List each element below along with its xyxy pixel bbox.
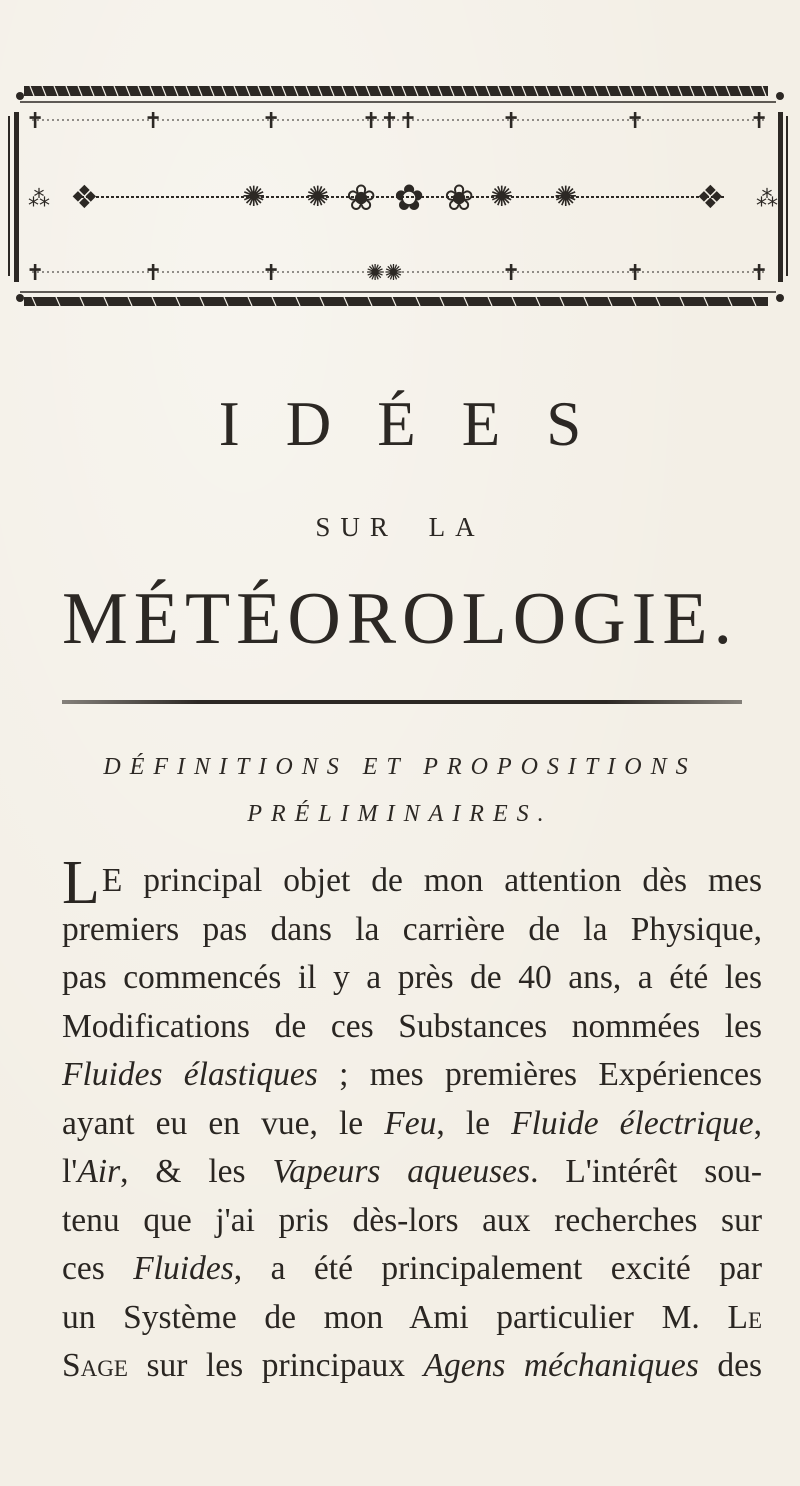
drop-cap: L <box>62 849 100 917</box>
svg-text:✺: ✺ <box>242 180 266 213</box>
headpiece-border-icon <box>6 82 796 312</box>
svg-text:❀: ❀ <box>346 178 377 219</box>
svg-text:✝: ✝ <box>144 261 163 286</box>
svg-text:✝: ✝ <box>26 261 45 286</box>
title-rule <box>62 700 742 704</box>
term-vapeurs-aqueuses: Vapeurs aqueuses <box>272 1153 531 1190</box>
text-line-4: Modifications de ces Substances nommées les <box>62 1007 762 1045</box>
text-line-6 <box>62 1100 762 1149</box>
text-line-9-a: ces <box>62 1250 105 1287</box>
text-line-6-b: , le <box>436 1104 491 1142</box>
text-line-2: premiers pas dans la carrière de la Physique, <box>62 910 762 948</box>
svg-text:✝: ✝ <box>750 261 769 286</box>
svg-text:✝: ✝ <box>626 109 645 134</box>
text-line-1 <box>62 849 762 917</box>
text-line-7-a: l' <box>62 1153 78 1190</box>
svg-text:❖: ❖ <box>696 178 725 216</box>
title-ideas: IDÉES <box>218 389 628 459</box>
text-line-11-a: sur les principaux <box>146 1347 405 1384</box>
svg-text:✝: ✝ <box>262 109 281 134</box>
text-line-1-content: E principal objet de mon attention dès mes <box>101 862 762 899</box>
title-la: LA <box>428 512 485 542</box>
svg-text:✺: ✺ <box>490 180 514 213</box>
svg-text:✝: ✝ <box>26 109 45 134</box>
text-line-9 <box>62 1245 762 1294</box>
title-sur-la <box>0 512 800 543</box>
body-paragraph <box>62 849 763 1391</box>
text-line-5 <box>62 1051 762 1100</box>
svg-text:⁂: ⁂ <box>28 187 50 212</box>
name-le: Le <box>727 1298 763 1336</box>
svg-text:✺: ✺ <box>306 180 330 213</box>
term-air: Air <box>77 1153 121 1190</box>
text-line-7-c: . L'intérêt sou- <box>530 1153 762 1190</box>
svg-text:❖: ❖ <box>70 178 99 216</box>
svg-text:✝: ✝ <box>144 109 163 134</box>
text-line-11-b: des <box>717 1347 763 1384</box>
svg-text:✝✝✝: ✝✝✝ <box>362 109 418 134</box>
text-line-6-a: ayant eu en vue, le <box>62 1104 364 1142</box>
svg-text:✿: ✿ <box>394 178 425 219</box>
term-feu: Feu <box>384 1104 437 1142</box>
svg-text:✝: ✝ <box>502 109 521 134</box>
text-line-8: tenu que j'ai pris dès-lors aux recherches sur <box>62 1201 762 1239</box>
term-fluide-electrique: Fluide électrique <box>511 1104 754 1142</box>
text-line-6-c: , <box>753 1104 762 1142</box>
text-line-5-content: ; mes premières Expériences <box>339 1056 763 1093</box>
svg-text:✝: ✝ <box>262 261 281 286</box>
text-line-9-b: , a été principalement excité par <box>233 1250 762 1287</box>
term-fluides-elastiques: Fluides élastiques <box>62 1056 318 1093</box>
term-fluides: Fluides <box>133 1250 234 1287</box>
title-meteorologie: MÉTÉOROLOGIE. <box>61 578 739 660</box>
svg-text:✺✺: ✺✺ <box>366 261 403 286</box>
svg-text:✝: ✝ <box>750 109 769 134</box>
text-line-7 <box>62 1148 762 1197</box>
svg-text:✝: ✝ <box>626 261 645 286</box>
svg-text:✝: ✝ <box>502 261 521 286</box>
text-line-3: pas commencés il y a près de 40 ans, a été les <box>62 959 762 996</box>
svg-text:⁂: ⁂ <box>756 187 778 212</box>
term-agens-mechaniques: Agens méchaniques <box>423 1347 699 1384</box>
text-line-10 <box>62 1294 762 1343</box>
section-heading-line2: PRÉLIMINAIRES. <box>247 801 553 827</box>
svg-text:✺: ✺ <box>554 180 578 213</box>
title-sur: SUR <box>315 512 398 542</box>
section-heading-line1: DÉFINITIONS ET PROPOSITIONS <box>103 754 697 780</box>
text-line-10-a: un Système de mon Ami particulier M. <box>62 1298 700 1336</box>
name-sage: Sage <box>62 1347 128 1384</box>
text-line-11 <box>62 1342 762 1391</box>
svg-text:❀: ❀ <box>444 178 475 219</box>
text-line-7-b: , & les <box>120 1153 246 1190</box>
